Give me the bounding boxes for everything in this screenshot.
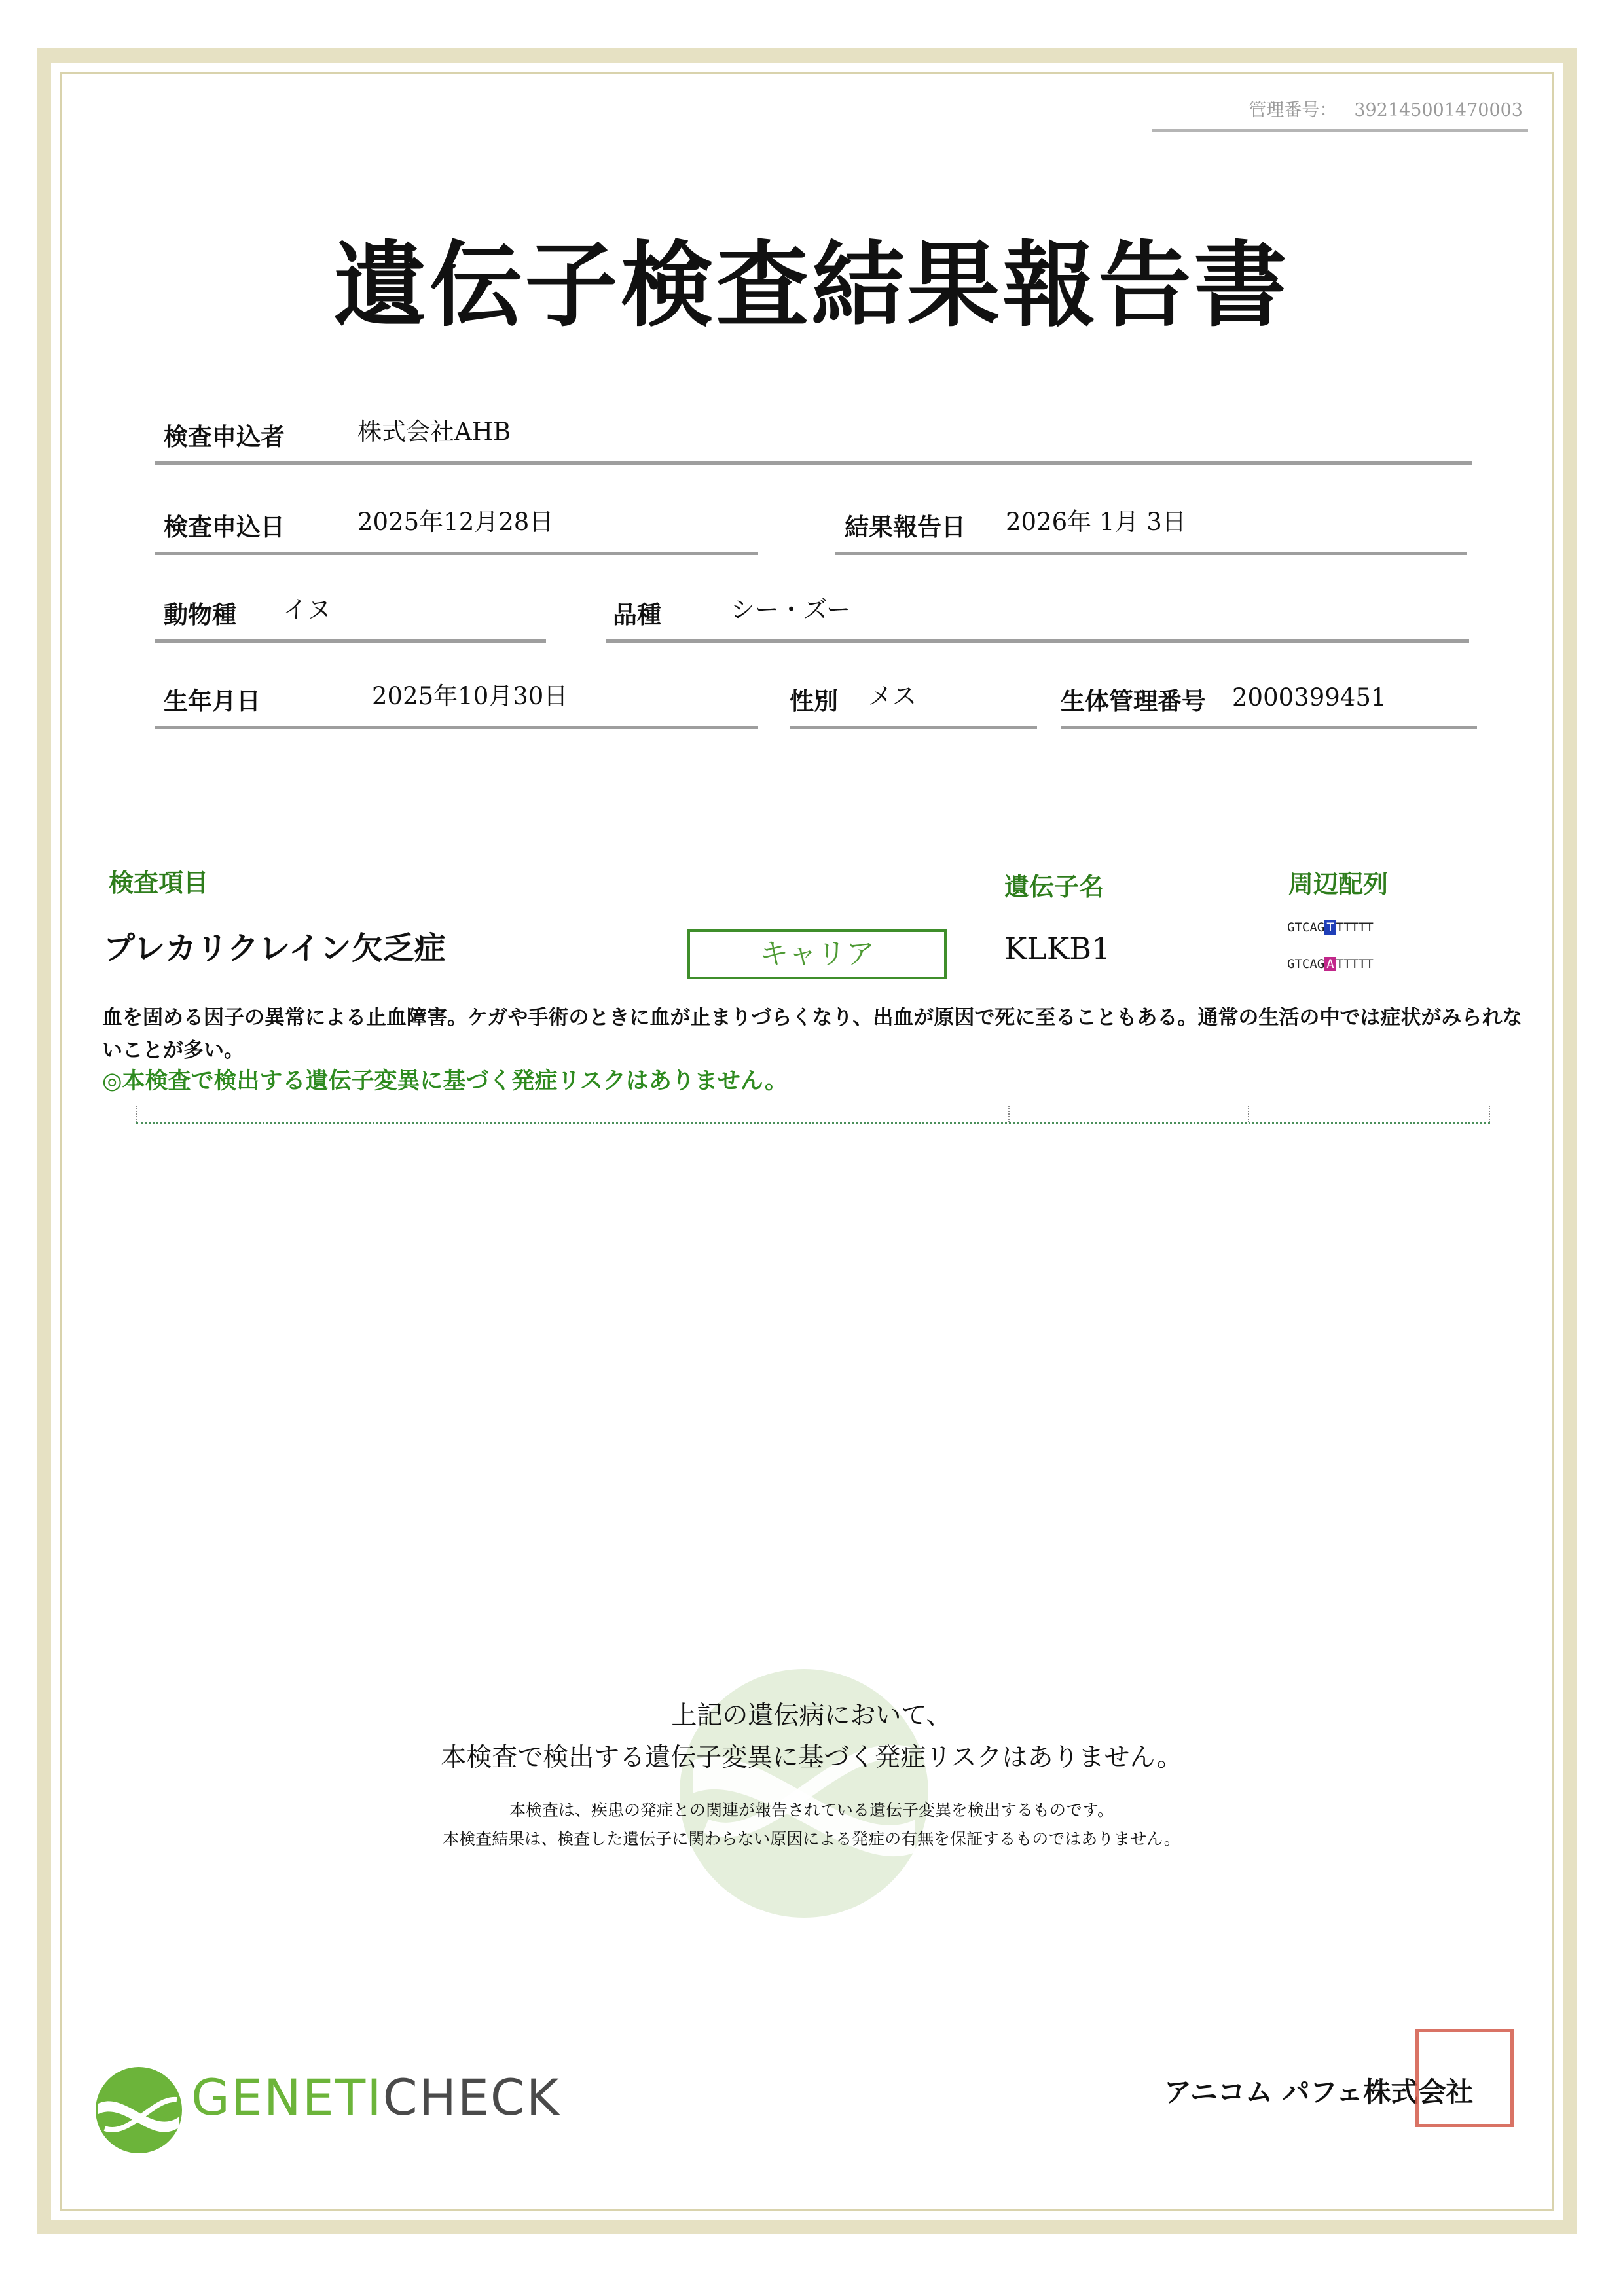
sequence-1-suffix: TTTTT [1336, 920, 1374, 935]
report-date-value: 2026年 1月 3日 [1006, 508, 1186, 536]
management-number-label: 管理番号： [1249, 100, 1338, 120]
sequence-1-mutation: T [1324, 920, 1336, 935]
management-number-field [1152, 96, 1528, 132]
sequence-allele-1 [1287, 920, 1374, 935]
breed-label: 品種 [613, 600, 661, 629]
geneticheck-logo-icon [93, 2064, 185, 2156]
logo-text-part-2: CHECK [382, 2068, 560, 2126]
apply-date-label: 検査申込日 [164, 512, 285, 541]
breed-value: シー・ズー [731, 596, 851, 624]
sex-value: メス [868, 682, 917, 710]
geneticheck-logo-text [191, 2068, 560, 2126]
apply-date-field [155, 509, 758, 555]
sequence-header: 周辺配列 [1288, 869, 1389, 899]
disclaimer-line-2: 本検査結果は、検査した遺伝子に関わらない原因による発症の有無を保証するものではありません。 [443, 1829, 1180, 1848]
sex-label: 性別 [790, 687, 838, 715]
logo-text-part-1: GENETI [191, 2068, 383, 2126]
applicant-field [155, 419, 1472, 465]
breed-field [606, 597, 1469, 643]
section-divider [136, 1122, 1490, 1124]
conclusion-text [0, 1695, 1623, 1779]
sequence-1-prefix: GTCAG [1287, 920, 1325, 935]
applicant-value: 株式会社AHB [357, 418, 511, 446]
company-name: アニコム パフェ株式会社 [1164, 2076, 1474, 2108]
test-item-header: 検査項目 [109, 868, 209, 897]
divider-tick [136, 1106, 137, 1122]
company-seal-stamp [1415, 2029, 1514, 2127]
result-status-badge: キャリア [687, 929, 947, 979]
birth-date-field [155, 683, 758, 729]
divider-tick [1008, 1106, 1010, 1122]
conclusion-line-2: 本検査で検出する遺伝子変異に基づく発症リスクはありません。 [441, 1743, 1182, 1772]
animal-id-field [1061, 683, 1477, 729]
sequence-2-mutation: A [1324, 957, 1336, 971]
animal-id-value: 2000399451 [1232, 683, 1387, 711]
disclaimer-text [0, 1796, 1623, 1854]
conclusion-line-1: 上記の遺伝病において、 [671, 1701, 952, 1731]
species-label: 動物種 [164, 600, 236, 629]
sequence-2-prefix: GTCAG [1287, 957, 1325, 971]
test-name: プレカリクレイン欠乏症 [103, 930, 446, 967]
sequence-allele-2 [1287, 957, 1374, 971]
risk-note: ◎本検査で検出する遺伝子変異に基づく発症リスクはありません。 [102, 1067, 788, 1094]
page-title: 遺伝子検査結果報告書 [333, 231, 1290, 340]
birth-date-label: 生年月日 [164, 687, 261, 715]
apply-date-value: 2025年12月28日 [357, 508, 554, 536]
species-value: イヌ [283, 596, 331, 624]
disease-description: 血を固める因子の異常による止血障害。ケガや手術のときに血が止まりづらくなり、出血が原因で死に至ることもある。通常の生活の中では症状がみられないことが多い。 [102, 1006, 1523, 1062]
applicant-label: 検査申込者 [164, 422, 285, 451]
report-date-field [835, 509, 1467, 555]
report-date-label: 結果報告日 [845, 512, 966, 541]
divider-tick [1489, 1106, 1490, 1122]
sex-field [790, 683, 1037, 729]
animal-id-label: 生体管理番号 [1061, 687, 1206, 715]
gene-name-value: KLKB1 [1004, 931, 1111, 966]
management-number-value: 392145001470003 [1354, 100, 1523, 120]
species-field [155, 597, 546, 643]
birth-date-value: 2025年10月30日 [372, 682, 568, 710]
divider-tick [1248, 1106, 1249, 1122]
gene-name-header: 遺伝子名 [1004, 872, 1104, 901]
sequence-2-suffix: TTTTT [1336, 957, 1374, 971]
disclaimer-line-1: 本検査は、疾患の発症との関連が報告されている遺伝子変異を検出するものです。 [509, 1801, 1114, 1820]
